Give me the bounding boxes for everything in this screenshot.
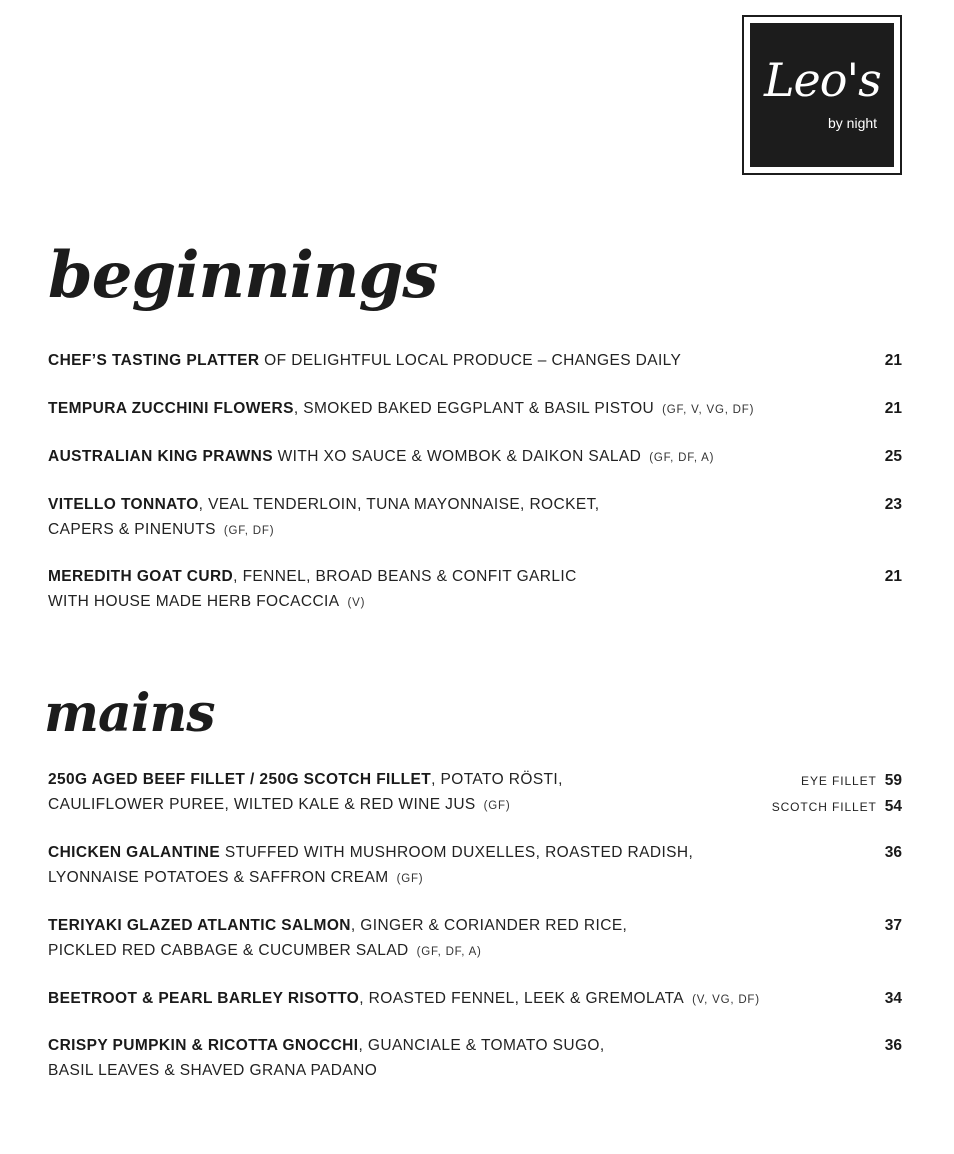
item-line-1 bbox=[48, 987, 902, 1013]
item-description: , ROASTED FENNEL, LEEK & GREMOLATA bbox=[359, 990, 685, 1007]
price-option-label: EYE FILLET bbox=[801, 774, 877, 788]
item-line-1 bbox=[48, 349, 902, 374]
item-name: BEETROOT & PEARL BARLEY RISOTTO bbox=[48, 990, 360, 1007]
item-line-2 bbox=[48, 939, 902, 965]
menu-item bbox=[48, 397, 902, 423]
item-description: , GUANCIALE & TOMATO SUGO, bbox=[358, 1037, 605, 1054]
menu-item bbox=[48, 987, 902, 1013]
item-price: 21 bbox=[884, 400, 902, 417]
item-name: VITELLO TONNATO bbox=[48, 496, 199, 513]
item-line-2 bbox=[48, 1059, 902, 1084]
item-name: 250G AGED BEEF FILLET / 250G SCOTCH FILLET bbox=[48, 771, 432, 788]
item-description-cont: BASIL LEAVES & SHAVED GRANA PADANO bbox=[48, 1061, 378, 1079]
item-description: , FENNEL, BROAD BEANS & CONFIT GARLIC bbox=[233, 568, 577, 585]
item-line-1 bbox=[48, 1034, 902, 1059]
logo-subtitle: by night bbox=[828, 115, 878, 131]
item-name: AUSTRALIAN KING PRAWNS bbox=[48, 448, 273, 465]
item-description-cont: PICKLED RED CABBAGE & CUCUMBER SALAD bbox=[48, 941, 409, 959]
item-price: 21 bbox=[884, 352, 902, 369]
item-line-1 bbox=[48, 565, 902, 590]
menu-item bbox=[48, 768, 902, 818]
menu-item bbox=[48, 1034, 902, 1083]
dietary-tags: (GF, DF, A) bbox=[649, 452, 715, 464]
item-name: MEREDITH GOAT CURD bbox=[48, 568, 234, 585]
menu-item bbox=[48, 349, 902, 374]
item-description-cont: CAPERS & PINENUTS bbox=[48, 520, 216, 538]
item-line-1 bbox=[48, 445, 902, 471]
price-options bbox=[772, 768, 902, 820]
item-name: TEMPURA ZUCCHINI FLOWERS bbox=[48, 400, 294, 417]
section-title-mains: mains bbox=[44, 683, 215, 744]
item-price: 23 bbox=[884, 496, 902, 513]
item-name: CHICKEN GALANTINE bbox=[48, 844, 221, 861]
item-price: 37 bbox=[884, 917, 902, 934]
item-description: OF DELIGHTFUL LOCAL PRODUCE – CHANGES DAILY bbox=[259, 352, 682, 369]
item-price: 36 bbox=[884, 844, 902, 861]
item-line-1 bbox=[48, 397, 902, 423]
logo bbox=[742, 15, 902, 175]
menu-item bbox=[48, 565, 902, 615]
item-description: STUFFED WITH MUSHROOM DUXELLES, ROASTED RADISH, bbox=[220, 844, 694, 861]
logo-badge bbox=[750, 23, 894, 167]
item-line-1 bbox=[48, 493, 902, 518]
item-description-cont: WITH HOUSE MADE HERB FOCACCIA bbox=[48, 592, 340, 610]
dietary-tags: (GF) bbox=[396, 872, 424, 885]
item-line-2 bbox=[48, 518, 902, 544]
dietary-tags: (GF) bbox=[483, 799, 511, 812]
price-option-label: SCOTCH FILLET bbox=[771, 800, 877, 814]
dietary-tags: (V) bbox=[347, 596, 366, 609]
menu-item bbox=[48, 493, 902, 543]
item-name: CHEF’S TASTING PLATTER bbox=[48, 352, 260, 369]
price-option-value: 59 bbox=[884, 772, 902, 789]
price-option bbox=[772, 768, 902, 794]
item-name: CRISPY PUMPKIN & RICOTTA GNOCCHI bbox=[48, 1037, 359, 1054]
item-price: 36 bbox=[884, 1037, 902, 1054]
item-line-2 bbox=[48, 866, 902, 892]
logo-script-text: Leo's bbox=[764, 53, 881, 107]
menu-item bbox=[48, 445, 902, 471]
price-option bbox=[772, 794, 902, 820]
item-line-1 bbox=[48, 914, 902, 939]
menu-item bbox=[48, 841, 902, 891]
item-line-1 bbox=[48, 841, 902, 866]
item-name: TERIYAKI GLAZED ATLANTIC SALMON bbox=[48, 917, 351, 934]
item-description-cont: LYONNAISE POTATOES & SAFFRON CREAM bbox=[48, 868, 389, 886]
item-description: , SMOKED BAKED EGGPLANT & BASIL PISTOU bbox=[293, 400, 655, 417]
dietary-tags: (GF, DF, A) bbox=[416, 945, 482, 958]
dietary-tags: (V, VG, DF) bbox=[692, 994, 760, 1006]
item-description: WITH XO SAUCE & WOMBOK & DAIKON SALAD bbox=[272, 448, 642, 465]
item-description: , GINGER & CORIANDER RED RICE, bbox=[350, 917, 628, 934]
dietary-tags: (GF, V, VG, DF) bbox=[662, 404, 755, 416]
item-price: 21 bbox=[884, 568, 902, 585]
section-title-beginnings: beginnings bbox=[48, 238, 438, 313]
item-description-cont: CAULIFLOWER PUREE, WILTED KALE & RED WINE JUS bbox=[48, 795, 476, 813]
price-option-value: 54 bbox=[884, 798, 902, 815]
dietary-tags: (GF, DF) bbox=[223, 524, 275, 537]
item-line-2 bbox=[48, 590, 902, 616]
menu-item bbox=[48, 914, 902, 964]
item-description: , POTATO RÖSTI, bbox=[431, 771, 563, 788]
item-description: , VEAL TENDERLOIN, TUNA MAYONNAISE, ROCKET, bbox=[198, 496, 600, 513]
item-price: 34 bbox=[884, 990, 902, 1007]
item-price: 25 bbox=[884, 448, 902, 465]
